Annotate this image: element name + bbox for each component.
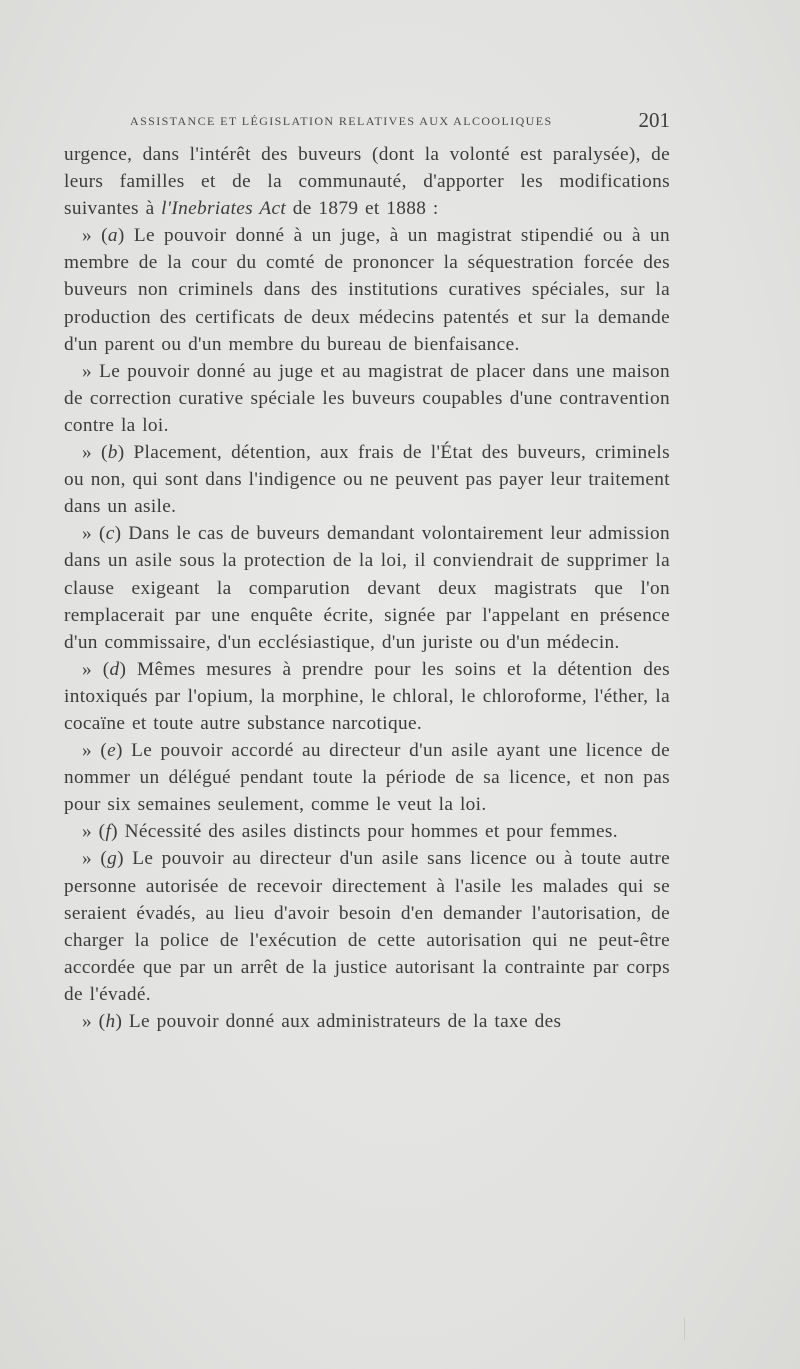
paragraph-item-e: » (e) Le pouvoir accordé au directeur d'un asile ayant une licence de nommer un délégué pendant toute la période de sa licence, et non pas pour six semaines seulement, comme le veut la loi.	[64, 740, 670, 816]
item-letter: d	[109, 658, 120, 680]
paper-mark	[684, 1318, 685, 1340]
page-number: 201	[638, 108, 670, 132]
paragraph-intro: urgence, dans l'intérêt des buveurs (dont la volonté est paralysée), de leurs familles et de la communauté, d'apporter les modifications suivantes à l'Inebriates Act de 1879 et 1888 :	[64, 144, 670, 220]
item-letter: g	[107, 848, 118, 870]
item-letter: h	[105, 1011, 116, 1032]
act-title: l'Inebriates Act	[161, 198, 287, 220]
item-letter: c	[105, 523, 115, 545]
paragraph-judge-power: » Le pouvoir donné au juge et au magistrat de placer dans une maison de correction curative spéciale les buveurs coupables d'une contravention contre la loi.	[64, 360, 670, 436]
item-letter: b	[107, 442, 118, 464]
paragraph-item-d: » (d) Mêmes mesures à prendre pour les soins et la détention des intoxiqués par l'opium, la morphine, le chloral, le chloroforme, l'éther, la cocaïne et toute autre substance narcotique.	[64, 658, 670, 734]
paragraph-item-b: » (b) Placement, détention, aux frais de l'État des buveurs, criminels ou non, qui sont dans l'indigence ou ne peuvent pas payer leur traitement dans un asile.	[64, 442, 670, 518]
running-title: ASSISTANCE ET LÉGISLATION RELATIVES AUX ALCOOLIQUES	[130, 114, 553, 128]
paragraph-item-f: » (f) Nécessité des asiles distincts pour hommes et pour femmes.	[82, 821, 618, 843]
item-letter: f	[105, 821, 112, 843]
item-letter: e	[107, 740, 117, 762]
paragraph-item-a: » (a) Le pouvoir donné à un juge, à un magistrat stipendié ou à un membre de la cour du comté de prononcer la séquestration forcée des buveurs non criminels dans des institutions curatives spéciales, sur la production des certificats de deux médecins patentés et sur la demande d'un parent ou d'un membre du bureau de bienfaisance.	[64, 225, 671, 355]
item-letter: a	[107, 225, 118, 247]
running-head	[118, 108, 680, 136]
paragraph-item-c: » (c) Dans le cas de buveurs demandant volontairement leur admission dans un asile sous la protection de la loi, il conviendrait de supprimer la clause exigeant la comparution devant deux magistrats que l'on remplacerait par une enquête écrite, signée par l'appelant en présence d'un commissaire, d'un ecclésiastique, d'un juriste ou d'un médecin.	[64, 523, 670, 653]
paragraph-item-h: » (h) Le pouvoir donné aux administrateurs de la taxe des	[82, 1011, 562, 1032]
body-text	[64, 141, 670, 1035]
paragraph-item-g: » (g) Le pouvoir au directeur d'un asile sans licence ou à toute autre personne autorisée de recevoir directement à l'asile les malades qui se seraient évadés, au lieu d'avoir besoin d'en demander l'autorisation, de charger la police de l'exécution de cette autorisation qui ne peut-être accordée que par un arrêt de la justice autorisant la contrainte par corps de l'évadé.	[64, 848, 670, 1005]
